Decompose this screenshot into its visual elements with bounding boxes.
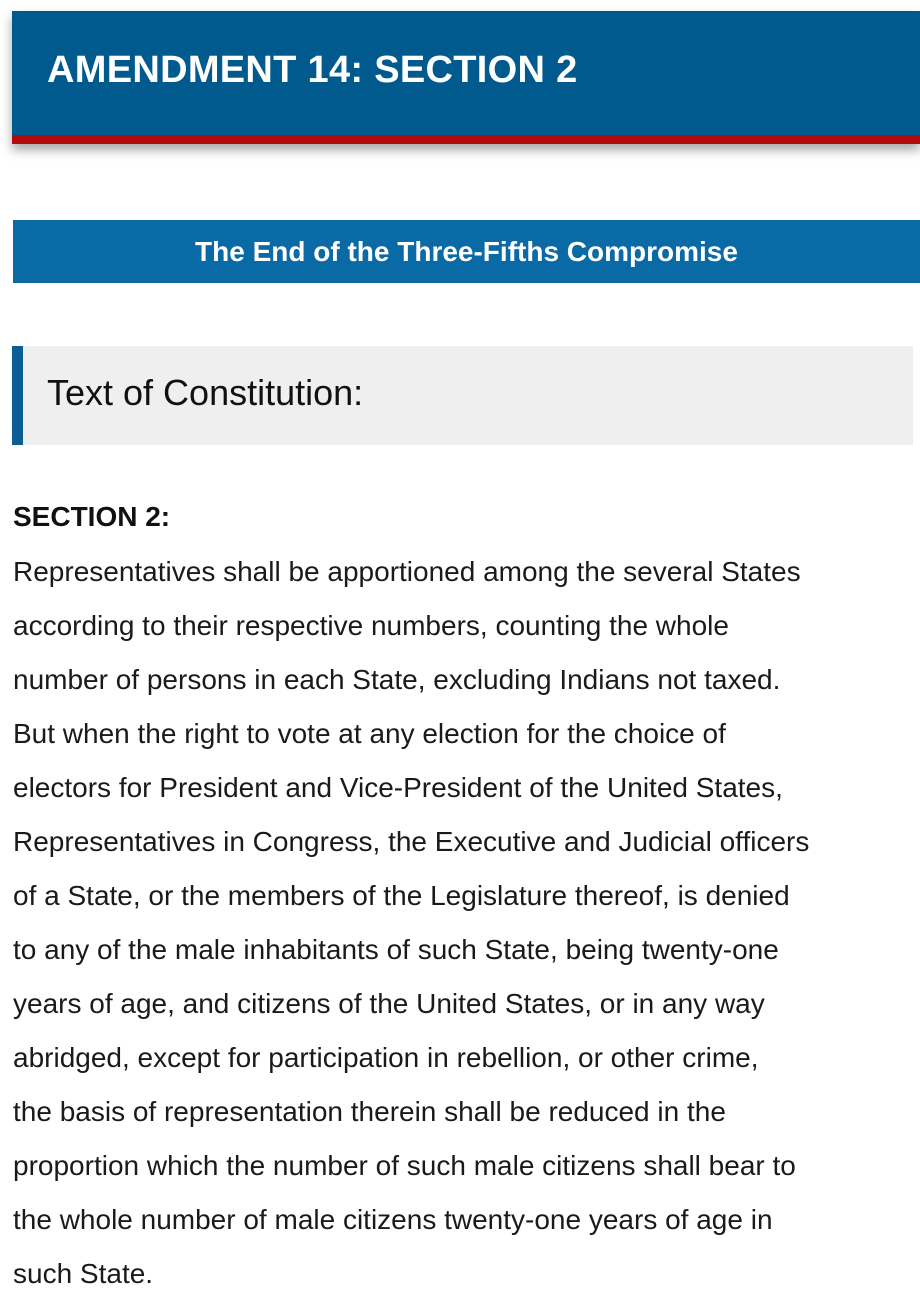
header-banner bbox=[12, 11, 920, 144]
constitution-text bbox=[13, 545, 913, 1301]
text-line: abridged, except for participation in rebellion, or other crime, bbox=[13, 1042, 759, 1073]
text-line: of a State, or the members of the Legislature thereof, is denied bbox=[13, 880, 790, 911]
text-line: number of persons in each State, excluding Indians not taxed. bbox=[13, 664, 781, 695]
subtitle-bar bbox=[13, 220, 920, 283]
text-line: years of age, and citizens of the United States, or in any way bbox=[13, 988, 765, 1019]
section-label: SECTION 2: bbox=[13, 501, 171, 532]
text-line: But when the right to vote at any election for the choice of bbox=[13, 718, 726, 749]
text-line: the basis of representation therein shall be reduced in the bbox=[13, 1096, 726, 1127]
section-heading-box bbox=[12, 346, 913, 445]
text-line: Representatives in Congress, the Executive and Judicial officers bbox=[13, 826, 810, 857]
text-line: proportion which the number of such male citizens shall bear to bbox=[13, 1150, 796, 1181]
text-line: according to their respective numbers, counting the whole bbox=[13, 610, 729, 641]
text-line: Representatives shall be apportioned among the several States bbox=[13, 556, 801, 587]
text-line: the whole number of male citizens twenty-one years of age in bbox=[13, 1204, 773, 1235]
section-heading: Text of Constitution: bbox=[47, 372, 364, 413]
text-line: such State. bbox=[13, 1258, 154, 1289]
text-line: electors for President and Vice-President of the United States, bbox=[13, 772, 783, 803]
page-title: AMENDMENT 14: SECTION 2 bbox=[47, 49, 578, 91]
text-line: to any of the male inhabitants of such State, being twenty-one bbox=[13, 934, 779, 965]
subtitle-text: The End of the Three-Fifths Compromise bbox=[195, 235, 738, 267]
